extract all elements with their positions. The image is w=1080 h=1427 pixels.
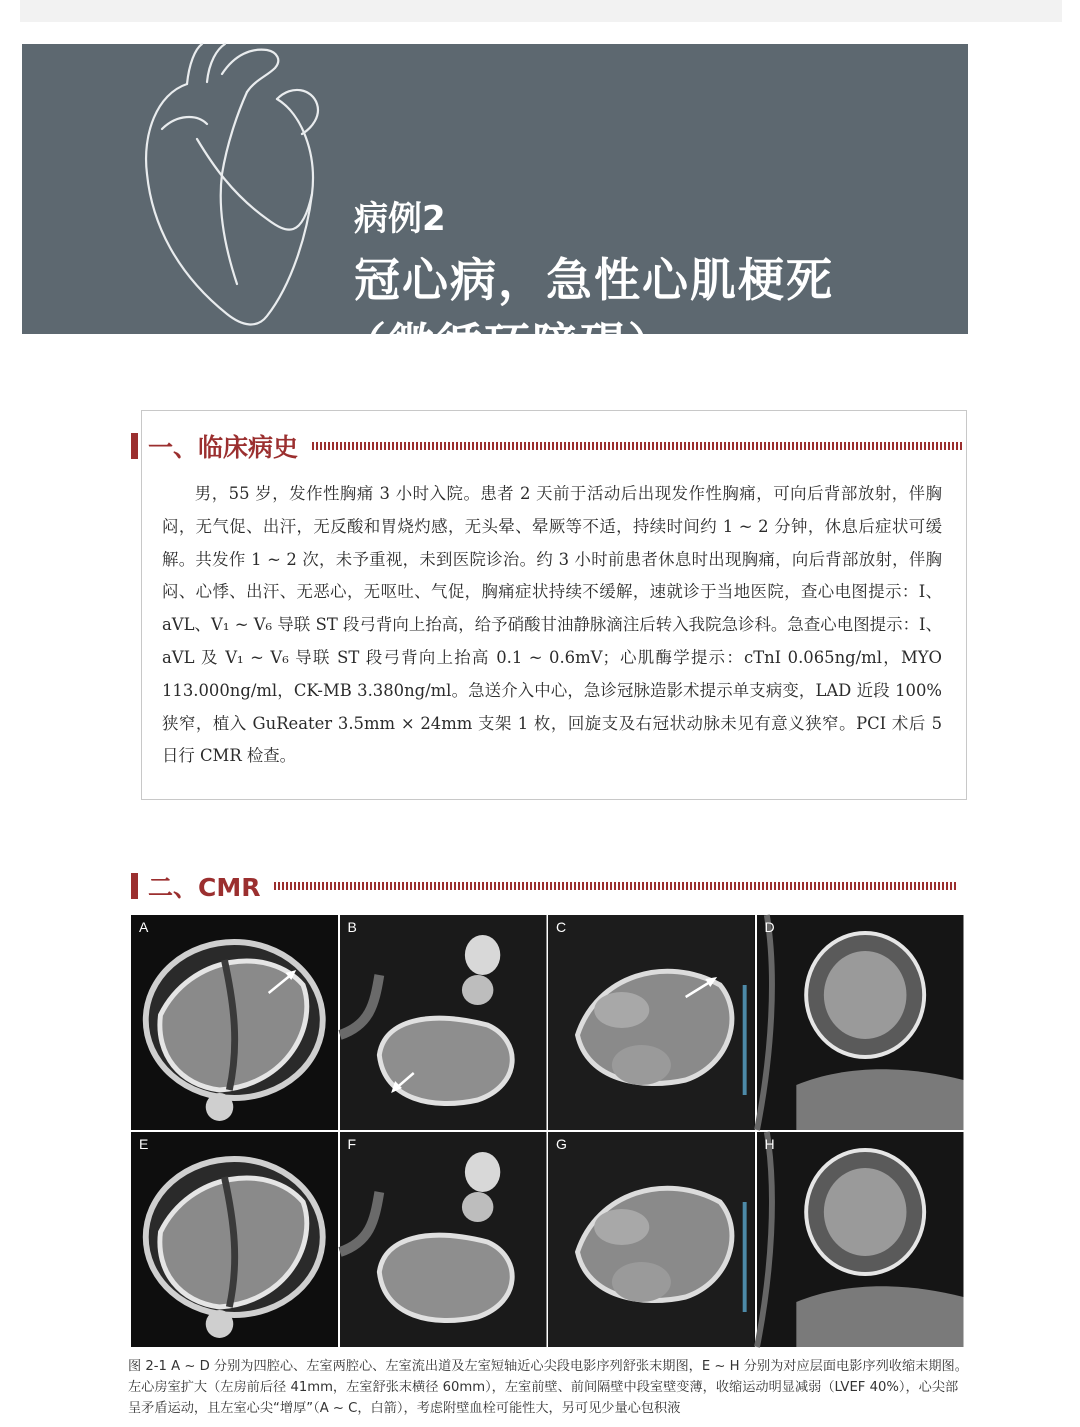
caption-text: 图 2-1 A ~ D 分别为四腔心、左室两腔心、左室流出道及左室短轴近心尖段电影序列舒张末期图，E ~ H 分别为对应层面电影序列收缩末期图。左心房室扩大（左房前后径 41mm，左室舒张末横径 60mm），左室前壁、前间隔壁中段室壁变薄，收缩运动明显减弱（LVEF 40%），心尖部呈矛盾运动，且左室心尖“增厚”（A ~ C，白箭），考虑附壁血栓可能性大，另可见少量心包积液 xyxy=(128,1359,968,1416)
mri-image xyxy=(131,915,338,1130)
mri-image xyxy=(340,915,547,1130)
cmr-panel-e xyxy=(131,1132,338,1347)
mri-image xyxy=(757,915,964,1130)
panel-label: A xyxy=(139,919,149,935)
section-marker xyxy=(131,433,138,459)
mri-image xyxy=(131,1132,338,1347)
panel-label: B xyxy=(347,919,357,935)
panel-label: E xyxy=(139,1136,149,1152)
heart-outline-icon xyxy=(117,44,347,334)
section-title: 一、临床病史 xyxy=(148,433,299,462)
figure-caption xyxy=(128,1356,968,1419)
cmr-panel-b xyxy=(340,915,547,1130)
section-marker xyxy=(131,873,138,899)
panel-label: F xyxy=(347,1136,357,1152)
case-number: 病例2 xyxy=(354,199,446,239)
panel-label: G xyxy=(556,1136,567,1152)
top-page-strip xyxy=(20,0,1062,22)
clinical-history-text xyxy=(162,478,942,773)
mri-image xyxy=(340,1132,547,1347)
cmr-panel-d xyxy=(757,915,964,1130)
case-subtitle: （微循环障碍） xyxy=(340,318,676,372)
section-title: 二、CMR xyxy=(148,873,261,902)
panel-label: D xyxy=(764,919,775,935)
panel-label: C xyxy=(556,919,567,935)
history-paragraph: 男，55 岁，发作性胸痛 3 小时入院。患者 2 天前于活动后出现发作性胸痛，可向后背部放射，伴胸闷，无气促、出汗，无反酸和胃烧灼感，无头晕、晕厥等不适，持续时间约 1 ~ 2 分钟，休息后症状可缓解。共发作 1 ~ 2 次，未予重视，未到医院诊治。约 3 小时前患者休息时出现胸痛，向后背部放射，伴胸闷、心悸、出汗、无恶心，无呕吐、气促，胸痛症状持续不缓解，速就诊于当地医院，查心电图提示：Ⅰ、aVL、V₁ ~ V₆ 导联 ST 段弓背向上抬高，给予硝酸甘油静脉滴注后转入我院急诊科。急查心电图提示：Ⅰ、aVL 及 V₁ ~ V₆ 导联 ST 段弓背向上抬高 0.1 ~ 0.6mV；心肌酶学提示：cTnI 0.065ng/ml，MYO 113.000ng/ml，CK-MB 3.380ng/ml。急送介入中心，急诊冠脉造影术提示单支病变，LAD 近段 100% 狭窄，植入 GuReater 3.5mm × 24mm 支架 1 枚，回旋支及右冠状动脉未见有意义狭窄。PCI 术后 5 日行 CMR 检查。 xyxy=(162,484,942,766)
cmr-panel-g xyxy=(548,1132,755,1347)
cmr-heading xyxy=(131,868,956,904)
case-title: 冠心病，急性心肌梗死 xyxy=(354,253,834,307)
section-rule xyxy=(312,442,962,450)
case-banner xyxy=(22,44,968,372)
mri-image xyxy=(757,1132,964,1347)
mri-image xyxy=(548,1132,755,1347)
cmr-figure xyxy=(131,915,963,1347)
cmr-panel-f xyxy=(340,1132,547,1347)
cmr-panel-c xyxy=(548,915,755,1130)
panel-label: H xyxy=(764,1136,775,1152)
section-rule xyxy=(274,882,956,890)
cmr-panel-a xyxy=(131,915,338,1130)
mri-image xyxy=(548,915,755,1130)
cmr-panel-h xyxy=(757,1132,964,1347)
clinical-history-heading xyxy=(131,428,962,464)
